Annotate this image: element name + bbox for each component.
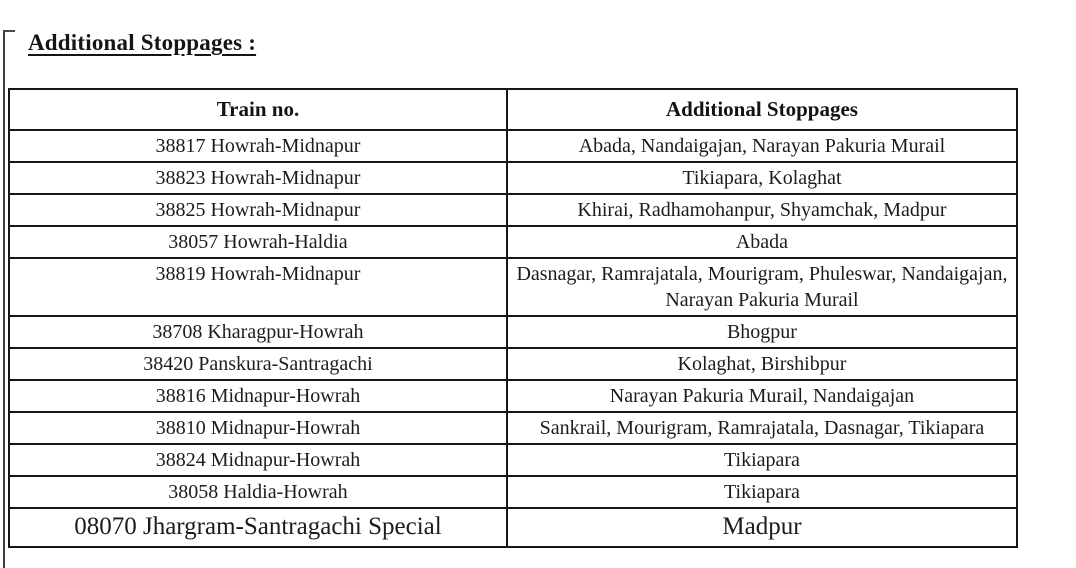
table-row	[9, 130, 1017, 162]
train-no-cell: 38825 Howrah-Midnapur	[9, 194, 507, 226]
table-row	[9, 508, 1017, 547]
stoppages-cell: Tikiapara	[507, 476, 1017, 508]
stoppages-cell: Narayan Pakuria Murail, Nandaigajan	[507, 380, 1017, 412]
table-row	[9, 226, 1017, 258]
table-row	[9, 258, 1017, 316]
train-no-cell: 38823 Howrah-Midnapur	[9, 162, 507, 194]
table-row	[9, 162, 1017, 194]
stoppages-header: Additional Stoppages	[507, 89, 1017, 130]
train-no-cell: 38824 Midnapur-Howrah	[9, 444, 507, 476]
additional-stoppages-table	[8, 88, 1018, 548]
table-row	[9, 348, 1017, 380]
table-row	[9, 476, 1017, 508]
train-no-cell: 38057 Howrah-Haldia	[9, 226, 507, 258]
stoppages-cell: Tikiapara	[507, 444, 1017, 476]
train-no-cell: 08070 Jhargram-Santragachi Special	[9, 508, 507, 547]
page-border-left	[3, 30, 5, 568]
page-border-top	[5, 30, 15, 32]
table-body	[9, 130, 1017, 547]
stoppages-cell: Madpur	[507, 508, 1017, 547]
train-no-cell: 38810 Midnapur-Howrah	[9, 412, 507, 444]
table-header-row	[9, 89, 1017, 130]
table-row	[9, 380, 1017, 412]
train-no-cell: 38817 Howrah-Midnapur	[9, 130, 507, 162]
train-no-cell: 38819 Howrah-Midnapur	[9, 258, 507, 316]
train-no-header: Train no.	[9, 89, 507, 130]
document-page	[0, 30, 1076, 568]
stoppages-cell: Dasnagar, Ramrajatala, Mourigram, Phuleswar, Nandaigajan, Narayan Pakuria Murail	[507, 258, 1017, 316]
stoppages-cell: Bhogpur	[507, 316, 1017, 348]
table-row	[9, 444, 1017, 476]
page-title: Additional Stoppages :	[28, 30, 257, 55]
train-no-cell: 38708 Kharagpur-Howrah	[9, 316, 507, 348]
train-no-cell: 38816 Midnapur-Howrah	[9, 380, 507, 412]
stoppages-cell: Abada, Nandaigajan, Narayan Pakuria Murail	[507, 130, 1017, 162]
stoppages-cell: Khirai, Radhamohanpur, Shyamchak, Madpur	[507, 194, 1017, 226]
table-row	[9, 316, 1017, 348]
train-no-cell: 38420 Panskura-Santragachi	[9, 348, 507, 380]
stoppages-cell: Tikiapara, Kolaghat	[507, 162, 1017, 194]
stoppages-cell: Abada	[507, 226, 1017, 258]
table-row	[9, 412, 1017, 444]
stoppages-cell: Kolaghat, Birshibpur	[507, 348, 1017, 380]
table-row	[9, 194, 1017, 226]
stoppages-cell: Sankrail, Mourigram, Ramrajatala, Dasnagar, Tikiapara	[507, 412, 1017, 444]
table-header	[9, 89, 1017, 130]
train-no-cell: 38058 Haldia-Howrah	[9, 476, 507, 508]
